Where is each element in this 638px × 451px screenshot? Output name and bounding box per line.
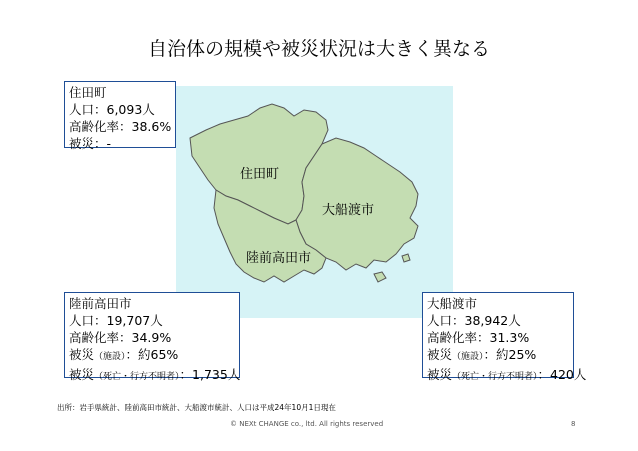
damage-prefix: 被災	[69, 367, 95, 382]
casualty-value: ：1,735人	[179, 367, 241, 382]
damage-prefix: 被災	[427, 347, 453, 362]
slide-title: 自治体の規模や被災状況は大きく異なる	[147, 38, 490, 60]
page-number: 8	[571, 420, 576, 428]
island-shape	[402, 254, 410, 262]
ofunato-aging-rate: 高齢化率：31.3%	[427, 330, 530, 345]
rikuzentakata-population: 人口：19,707人	[69, 313, 163, 328]
source-note: 出所：岩手県統計、陸前高田市統計、大船渡市統計、人口は平成24年10月1日現在	[57, 403, 336, 412]
ofunato-facility-damage	[427, 346, 569, 366]
facility-value: ：約65%	[125, 347, 179, 362]
ofunato-population: 人口：38,942人	[427, 313, 521, 328]
sumita-aging-rate: 高齢化率：38.6%	[69, 119, 172, 134]
casualty-value: ：420人	[537, 367, 587, 382]
rikuzentakata-facility-damage	[69, 346, 235, 366]
sumita-population: 人口：6,093人	[69, 102, 155, 117]
rikuzentakata-aging-rate: 高齢化率：34.9%	[69, 330, 172, 345]
map-label-rikuzentakata: 陸前高田市	[246, 251, 312, 266]
facility-note: （施設）	[94, 352, 126, 362]
copyright-footer: © NEXt CHANGE co., ltd. All rights reserved	[230, 420, 384, 428]
map-label-sumita: 住田町	[240, 167, 280, 182]
ofunato-name: 大船渡市	[427, 296, 478, 311]
rikuzentakata-info-box	[64, 292, 241, 382]
damage-prefix: 被災	[69, 347, 95, 362]
damage-prefix: 被災	[427, 367, 453, 382]
rikuzentakata-casualties	[69, 366, 241, 386]
map-label-ofunato: 大船渡市	[322, 203, 375, 218]
facility-value: ：約25%	[483, 347, 537, 362]
casualty-note: （死亡・行方不明者）	[94, 372, 180, 382]
sumita-info-box	[64, 81, 176, 151]
municipality-map	[176, 86, 453, 318]
casualty-note: （死亡・行方不明者）	[452, 372, 538, 382]
ofunato-info-box	[422, 292, 587, 382]
ofunato-casualties	[427, 366, 587, 386]
sumita-damage: 被災：-	[69, 136, 112, 151]
rikuzentakata-name: 陸前高田市	[69, 296, 132, 311]
sumita-name: 住田町	[69, 85, 107, 100]
facility-note: （施設）	[452, 352, 484, 362]
